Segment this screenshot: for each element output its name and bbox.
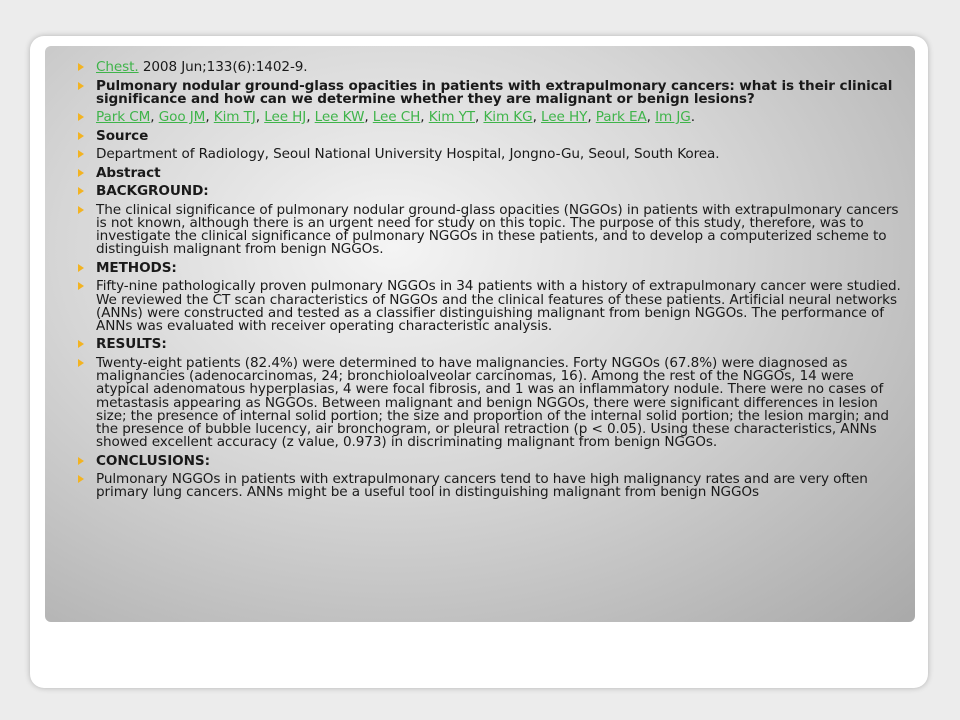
conclusions-heading-text: CONCLUSIONS:: [96, 452, 210, 469]
background-text: [78, 201, 908, 258]
results-heading: [78, 338, 908, 351]
methods-heading-text: METHODS:: [96, 259, 177, 276]
author-link[interactable]: Kim KG: [483, 109, 533, 126]
author-link[interactable]: Lee HJ: [264, 109, 307, 126]
author-link[interactable]: Lee HY: [541, 109, 588, 126]
results-text-content: Twenty-eight patients (82.4%) were determined to have malignancies. Forty NGGOs (67.8%) were diagnosed as malignancies (adenocarcinomas, 24; bronchioloalveolar carcinomas, 16). Among the rest of the NGGOs, 14 were atypical adenomatous hyperplasias, 4 were focal fibrosis, and 1 was an inflammatory nodule. There were no cases of metastasis appearing as NGGOs. Between malignant and benign NGGOs, there were significant differences in lesion size; the presence of internal solid portion; the size and proportion of the internal solid portion; the lesion margin; and the presence of bubble lucency, air bronchogram, or pleural retraction (p < 0.05). Using these characteristics, ANNs showed excellent accuracy (z value, 0.973) in discriminating malignant from benign NGGOs.: [96, 354, 889, 451]
author-separator: ,: [475, 109, 484, 126]
background-heading: [78, 185, 908, 198]
journal-link[interactable]: Chest.: [96, 59, 139, 75]
author-separator: ,: [150, 109, 159, 126]
source-heading-text: Source: [96, 127, 149, 144]
bullet-icon: [78, 282, 84, 291]
bullet-icon: [78, 169, 84, 178]
bullet-icon: [78, 82, 84, 91]
methods-heading: [78, 259, 908, 276]
bullet-icon: [78, 63, 84, 72]
author-separator: ,: [205, 109, 214, 126]
bullet-icon: [78, 340, 84, 349]
article-title: [78, 77, 908, 107]
bullet-icon: [78, 264, 84, 273]
author-separator: ,: [646, 109, 656, 126]
abstract-list: [78, 61, 908, 505]
author-link[interactable]: Park EA: [595, 109, 647, 126]
authors-list: [96, 109, 695, 125]
author-link[interactable]: Kim YT: [428, 109, 475, 126]
conclusions-heading: [78, 452, 908, 469]
bullet-icon: [78, 206, 84, 215]
abstract-heading: [78, 164, 908, 181]
article-title-text: Pulmonary nodular ground-glass opacities in patients with extrapulmonary cancers: what is their clinical significance and how can we determine whether they are malignant or benign lesions?: [96, 77, 893, 107]
author-link[interactable]: Park CM: [96, 109, 151, 126]
author-separator: ,: [306, 109, 315, 126]
bullet-icon: [78, 187, 84, 196]
author-separator: ,: [587, 109, 596, 126]
author-separator: ,: [255, 109, 265, 126]
author-separator: ,: [364, 109, 373, 126]
methods-text: [78, 280, 908, 333]
abstract-heading-text: Abstract: [96, 164, 161, 181]
author-link[interactable]: Lee CH: [372, 109, 421, 126]
bullet-icon: [78, 457, 84, 466]
background-heading-text: BACKGROUND:: [96, 183, 209, 200]
author-separator: ,: [420, 109, 429, 126]
results-heading-text: RESULTS:: [96, 336, 167, 353]
authors-item: [78, 111, 908, 124]
author-link[interactable]: Goo JM: [158, 109, 206, 126]
bullet-icon: [78, 113, 84, 122]
methods-text-content: Fifty-nine pathologically proven pulmonary NGGOs in 34 patients with a history of extrapulmonary cancer were studied. We reviewed the CT scan characteristics of NGGOs and the clinical features of these patients. Artificial neural networks (ANNs) were constructed and tested as a classifier distinguishing malignant from benign NGGOs. The performance of ANNs was evaluated with receiver operating characteristic analysis.: [96, 278, 901, 334]
author-link[interactable]: Lee KW: [314, 109, 365, 126]
bullet-icon: [78, 132, 84, 141]
author-separator: ,: [532, 109, 542, 126]
background-text-content: The clinical significance of pulmonary nodular ground-glass opacities (NGGOs) in patients with extrapulmonary cancers is not known, although there is an urgent need for study on this topic. The purpose of this study, therefore, was to investigate the clinical significance of pulmonary NGGOs in these patients, and to develop a computerized scheme to distinguish malignant from benign NGGOs.: [96, 201, 899, 258]
conclusions-text: [78, 473, 908, 499]
bullet-icon: [78, 359, 84, 368]
author-separator: .: [690, 109, 695, 126]
bullet-icon: [78, 475, 84, 484]
bullet-icon: [78, 150, 84, 159]
results-text: [78, 354, 908, 451]
citation-item: [78, 61, 908, 74]
author-link[interactable]: Im JG: [655, 109, 691, 126]
source-text: [78, 148, 908, 161]
conclusions-text-content: Pulmonary NGGOs in patients with extrapulmonary cancers tend to have high malignancy rates and are very often primary lung cancers. ANNs might be a useful tool in distinguishing malignant from benign NGGOs: [96, 471, 868, 501]
source-text-content: Department of Radiology, Seoul National University Hospital, Jongno-Gu, Seoul, South Korea.: [96, 146, 720, 163]
source-heading: [78, 127, 908, 144]
author-link[interactable]: Kim TJ: [213, 109, 256, 126]
citation-details: 2008 Jun;133(6):1402-9.: [138, 59, 308, 75]
